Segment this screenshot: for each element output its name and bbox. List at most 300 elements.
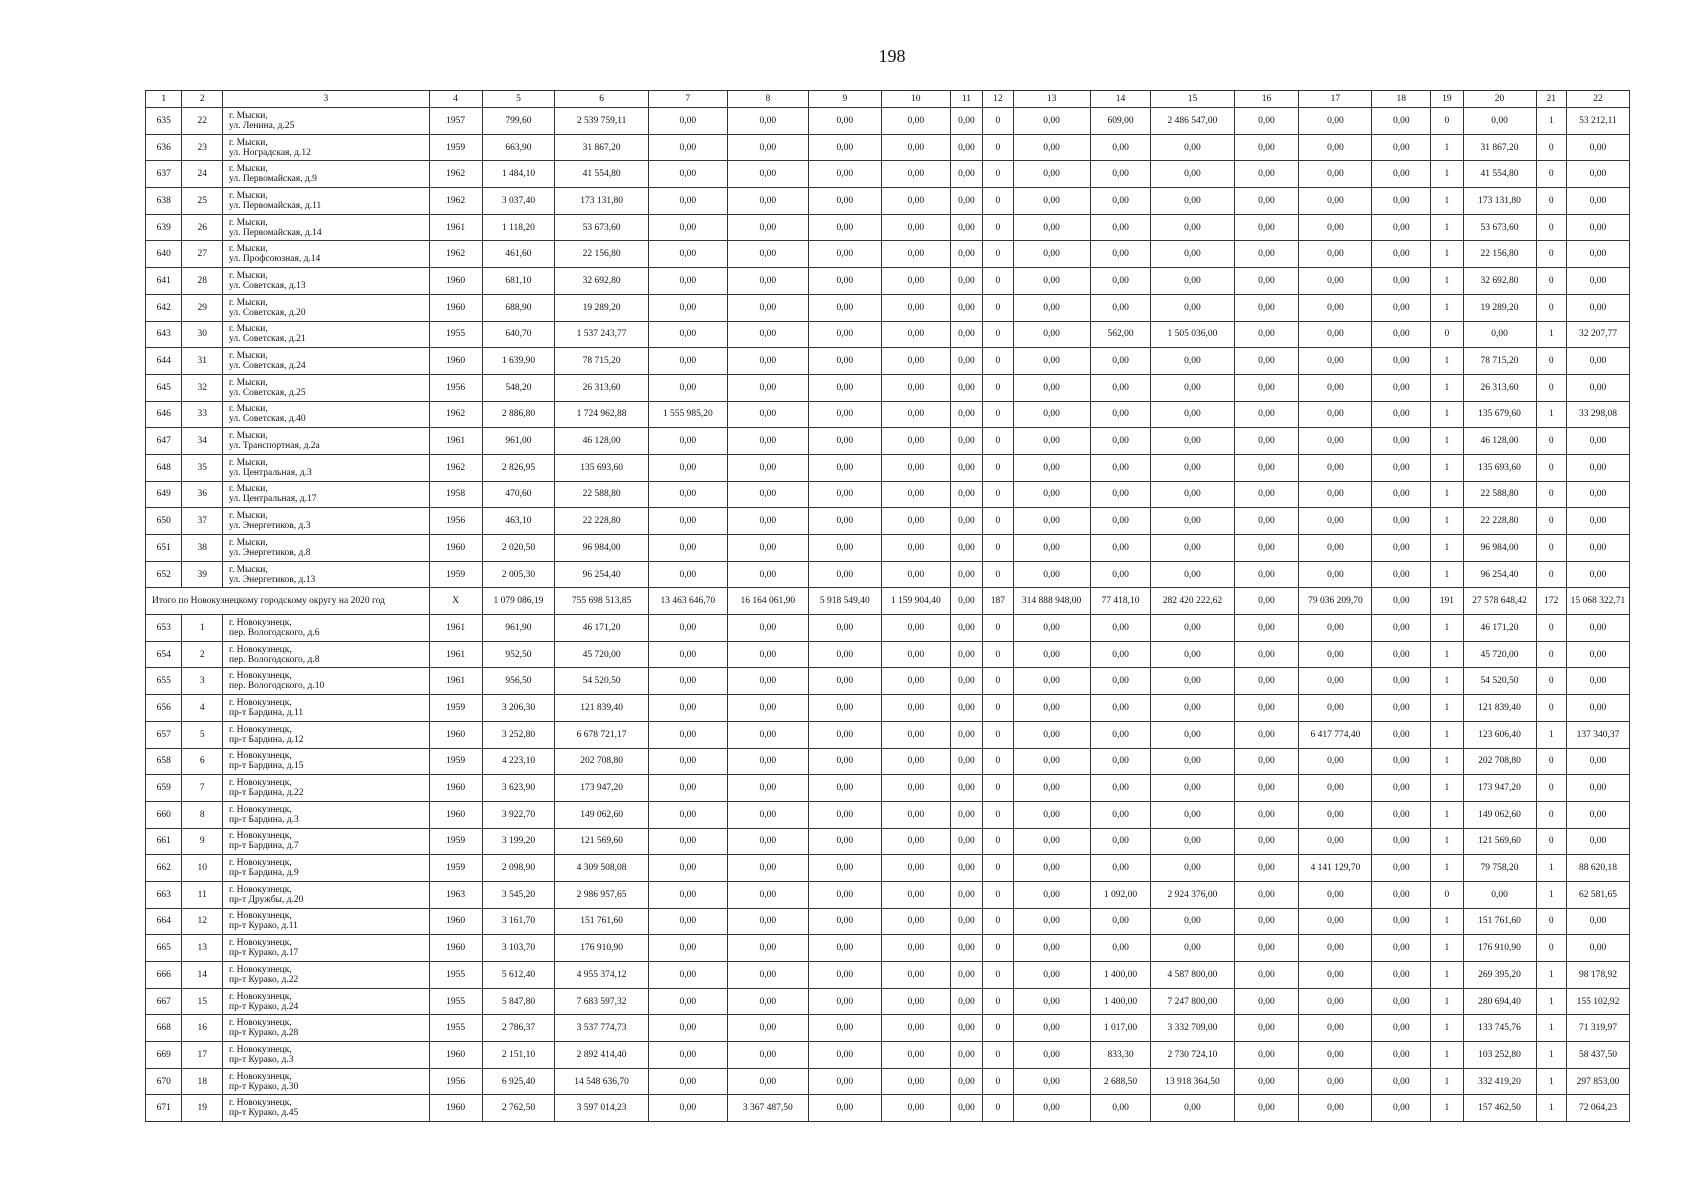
address-cell (223, 988, 430, 1015)
table-cell: 0,00 (1234, 241, 1299, 268)
table-cell: 1 400,00 (1090, 962, 1151, 989)
table-cell: 0,00 (1299, 641, 1372, 668)
table-cell: 0,00 (1151, 935, 1234, 962)
address-line: г. Новокузнецк, (229, 991, 292, 1002)
table-cell: 0,00 (950, 1042, 982, 1069)
table-cell: 0,00 (1151, 641, 1234, 668)
table-row (146, 855, 1630, 882)
address-cell (223, 1068, 430, 1095)
table-cell: 0,00 (1090, 908, 1151, 935)
table-cell: 643 (146, 321, 182, 348)
table-cell: 137 340,37 (1566, 721, 1629, 748)
table-row (146, 508, 1630, 535)
table-cell: 952,50 (482, 641, 555, 668)
table-cell: 157 462,50 (1463, 1095, 1536, 1122)
table-cell: 0,00 (1013, 775, 1090, 802)
table-cell: 1 (1536, 1042, 1566, 1069)
table-cell: 53 673,60 (1463, 214, 1536, 241)
table-cell: 2 892 414,40 (555, 1042, 648, 1069)
table-cell: 0,00 (727, 561, 808, 588)
table-cell: 0,00 (881, 161, 950, 188)
table-cell: 0 (983, 268, 1013, 295)
table-cell: 661 (146, 828, 182, 855)
table-cell: 22 156,80 (555, 241, 648, 268)
table-cell: 0,00 (1299, 962, 1372, 989)
table-cell: 28 (182, 268, 223, 295)
table-cell: 0 (983, 641, 1013, 668)
table-cell: 1 (1431, 161, 1463, 188)
total-cell: 16 164 061,90 (727, 588, 808, 615)
table-cell: 0,00 (1372, 348, 1431, 375)
table-cell: 2 826,95 (482, 454, 555, 481)
table-cell: 1 484,10 (482, 161, 555, 188)
table-cell: 0,00 (1372, 962, 1431, 989)
table-cell: 0,00 (1372, 1015, 1431, 1042)
table-cell: 0,00 (1013, 454, 1090, 481)
address-line: г. Мыски, (229, 137, 268, 148)
address-line: пр-т Курако, д.30 (229, 1081, 299, 1092)
table-cell: 0,00 (648, 668, 727, 695)
table-cell: 0,00 (1372, 481, 1431, 508)
table-cell: 1 (1431, 855, 1463, 882)
table-cell: 0,00 (648, 1042, 727, 1069)
table-cell: 0 (1536, 428, 1566, 455)
column-header: 14 (1090, 91, 1151, 108)
column-header: 1 (146, 91, 182, 108)
table-cell: 135 693,60 (1463, 454, 1536, 481)
table-cell: 0,00 (1013, 1095, 1090, 1122)
table-cell: 1961 (429, 668, 482, 695)
table-cell: 0,00 (950, 962, 982, 989)
table-cell: 1 (1536, 1095, 1566, 1122)
table-cell: 0,00 (648, 695, 727, 722)
table-cell: 45 720,00 (1463, 641, 1536, 668)
table-cell: 3 (182, 668, 223, 695)
table-cell: 0,00 (727, 374, 808, 401)
table-cell: 2 (182, 641, 223, 668)
table-cell: 0,00 (1299, 881, 1372, 908)
table-cell: 0,00 (727, 535, 808, 562)
table-cell: 0 (983, 454, 1013, 481)
address-line: г. Мыски, (229, 377, 268, 388)
table-cell: 0,00 (727, 348, 808, 375)
table-row (146, 348, 1630, 375)
table-cell: 0,00 (1372, 108, 1431, 135)
table-cell: 0,00 (727, 668, 808, 695)
table-cell: 2 151,10 (482, 1042, 555, 1069)
table-cell: 0,00 (881, 214, 950, 241)
table-cell: 0,00 (808, 134, 881, 161)
table-cell: 202 708,80 (555, 748, 648, 775)
table-cell: 0,00 (881, 428, 950, 455)
table-cell: 0 (983, 1095, 1013, 1122)
table-cell: 46 128,00 (555, 428, 648, 455)
table-cell: 0,00 (950, 401, 982, 428)
table-cell: 0,00 (648, 188, 727, 215)
table-cell: 0,00 (808, 881, 881, 908)
table-cell: 1961 (429, 214, 482, 241)
table-cell: 32 (182, 374, 223, 401)
total-cell: 15 068 322,71 (1566, 588, 1629, 615)
table-cell: 0,00 (1151, 161, 1234, 188)
table-cell: 636 (146, 134, 182, 161)
address-line: г. Мыски, (229, 244, 268, 255)
address-cell (223, 214, 430, 241)
table-cell: 0 (1536, 454, 1566, 481)
address-cell (223, 668, 430, 695)
table-cell: 1962 (429, 241, 482, 268)
table-cell: 2 020,50 (482, 535, 555, 562)
table-row (146, 134, 1630, 161)
table-cell: 0,00 (727, 775, 808, 802)
table-cell: 0,00 (1013, 1042, 1090, 1069)
table-cell: 0,00 (1013, 721, 1090, 748)
table-cell: 0,00 (1299, 801, 1372, 828)
table-cell: 3 332 709,00 (1151, 1015, 1234, 1042)
table-cell: 0,00 (1234, 134, 1299, 161)
table-cell: 0,00 (1013, 268, 1090, 295)
table-cell: 956,50 (482, 668, 555, 695)
total-cell: 0,00 (1234, 588, 1299, 615)
table-cell: 0,00 (1372, 401, 1431, 428)
table-cell: 0 (1536, 668, 1566, 695)
table-cell: 0,00 (1299, 535, 1372, 562)
table-cell: 799,60 (482, 108, 555, 135)
table-cell: 0,00 (648, 294, 727, 321)
table-cell: 6 417 774,40 (1299, 721, 1372, 748)
table-cell: 0 (1431, 321, 1463, 348)
table-cell: 0,00 (1234, 935, 1299, 962)
address-line: ул. Первомайская, д.14 (229, 227, 322, 238)
table-cell: 0,00 (1566, 268, 1629, 295)
table-cell: 3 103,70 (482, 935, 555, 962)
table-cell: 22 228,80 (555, 508, 648, 535)
table-cell: 0,00 (1372, 1068, 1431, 1095)
table-cell: 0,00 (1372, 535, 1431, 562)
table-cell: 1 (1431, 241, 1463, 268)
table-cell: 0 (1536, 481, 1566, 508)
table-cell: 0,00 (1090, 188, 1151, 215)
table-cell: 0,00 (1299, 668, 1372, 695)
table-cell: 135 693,60 (555, 454, 648, 481)
address-line: ул. Центральная, д.3 (229, 467, 312, 478)
table-cell: 0,00 (808, 935, 881, 962)
address-line: г. Новокузнецк, (229, 724, 292, 735)
table-cell: 31 (182, 348, 223, 375)
table-row (146, 535, 1630, 562)
table-cell: 1958 (429, 481, 482, 508)
table-cell: 660 (146, 801, 182, 828)
address-line: ул. Советская, д.25 (229, 387, 306, 398)
table-cell: 0,00 (727, 214, 808, 241)
address-cell (223, 1042, 430, 1069)
table-cell: 0 (1536, 508, 1566, 535)
table-cell: 670 (146, 1068, 182, 1095)
table-cell: 0,00 (1090, 748, 1151, 775)
table-cell: 78 715,20 (555, 348, 648, 375)
table-cell: 5 612,40 (482, 962, 555, 989)
table-cell: 155 102,92 (1566, 988, 1629, 1015)
table-row (146, 454, 1630, 481)
table-cell: 562,00 (1090, 321, 1151, 348)
table-cell: 0,00 (648, 1068, 727, 1095)
table-cell: 1 (1536, 855, 1566, 882)
table-cell: 19 289,20 (555, 294, 648, 321)
table-cell: 1 (1431, 535, 1463, 562)
table-cell: 0,00 (1151, 855, 1234, 882)
table-cell: 0,00 (648, 214, 727, 241)
address-line: г. Новокузнецк, (229, 751, 292, 762)
table-cell: 0,00 (1299, 1015, 1372, 1042)
table-cell: 0,00 (1299, 935, 1372, 962)
table-cell: 27 (182, 241, 223, 268)
table-cell: 1 017,00 (1090, 1015, 1151, 1042)
table-cell: 0,00 (1234, 801, 1299, 828)
table-cell: 6 925,40 (482, 1068, 555, 1095)
address-line: пр-т Бардина, д.12 (229, 734, 304, 745)
table-cell: 173 947,20 (555, 775, 648, 802)
table-cell: 12 (182, 908, 223, 935)
table-cell: 79 758,20 (1463, 855, 1536, 882)
table-cell: 0,00 (881, 561, 950, 588)
table-cell: 671 (146, 1095, 182, 1122)
table-cell: 0,00 (950, 1095, 982, 1122)
table-cell: 0 (983, 721, 1013, 748)
table-cell: 0 (983, 294, 1013, 321)
table-cell: 1 (1431, 268, 1463, 295)
address-cell (223, 615, 430, 642)
table-cell: 149 062,60 (1463, 801, 1536, 828)
address-line: г. Мыски, (229, 511, 268, 522)
address-cell (223, 775, 430, 802)
address-line: ул. Профсоюзная, д.14 (229, 254, 321, 265)
address-cell (223, 695, 430, 722)
table-cell: 31 867,20 (555, 134, 648, 161)
table-row (146, 908, 1630, 935)
table-cell: 0,00 (1151, 401, 1234, 428)
table-cell: 0,00 (727, 241, 808, 268)
table-cell: 2 924 376,00 (1151, 881, 1234, 908)
table-cell: 0,00 (950, 988, 982, 1015)
table-cell: 1 (1431, 401, 1463, 428)
address-cell (223, 641, 430, 668)
table-cell: 0,00 (1234, 748, 1299, 775)
table-cell: 37 (182, 508, 223, 535)
column-header: 12 (983, 91, 1013, 108)
table-cell: 0,00 (1372, 1042, 1431, 1069)
table-cell: 0,00 (881, 348, 950, 375)
table-cell: 32 207,77 (1566, 321, 1629, 348)
table-cell: 35 (182, 454, 223, 481)
table-cell: 0,00 (1090, 535, 1151, 562)
table-cell: 0 (1536, 294, 1566, 321)
table-cell: 0 (1536, 535, 1566, 562)
table-cell: 98 178,92 (1566, 962, 1629, 989)
table-cell: 1959 (429, 828, 482, 855)
address-line: г. Новокузнецк, (229, 804, 292, 815)
table-cell: 0,00 (1299, 214, 1372, 241)
table-cell: 0,00 (950, 881, 982, 908)
table-cell: 0,00 (881, 241, 950, 268)
table-cell: 0,00 (1234, 374, 1299, 401)
table-cell: 0,00 (950, 481, 982, 508)
table-cell: 39 (182, 561, 223, 588)
table-cell: 644 (146, 348, 182, 375)
address-cell (223, 454, 430, 481)
table-cell: 0 (983, 908, 1013, 935)
table-cell: 0,00 (1299, 294, 1372, 321)
table-cell: 1 639,90 (482, 348, 555, 375)
table-cell: 0,00 (1013, 828, 1090, 855)
table-cell: 0,00 (1090, 241, 1151, 268)
table-cell: 18 (182, 1068, 223, 1095)
table-cell: 96 984,00 (1463, 535, 1536, 562)
table-cell: 0,00 (881, 374, 950, 401)
table-cell: 0,00 (1299, 615, 1372, 642)
total-cell: 77 418,10 (1090, 588, 1151, 615)
table-cell: 0,00 (1013, 374, 1090, 401)
table-cell: 0,00 (1090, 561, 1151, 588)
table-cell: 0,00 (648, 535, 727, 562)
table-cell: 36 (182, 481, 223, 508)
table-cell: 1 (1536, 108, 1566, 135)
table-row (146, 668, 1630, 695)
table-cell: 0,00 (808, 161, 881, 188)
table-cell: 1 (1431, 775, 1463, 802)
table-row (146, 401, 1630, 428)
table-cell: 0,00 (950, 775, 982, 802)
table-cell: 0,00 (727, 161, 808, 188)
table-cell: 1963 (429, 881, 482, 908)
table-cell: 1955 (429, 988, 482, 1015)
table-cell: 0,00 (808, 268, 881, 295)
table-cell: 0 (1536, 134, 1566, 161)
table-cell: 0,00 (950, 214, 982, 241)
table-cell: 0,00 (881, 454, 950, 481)
table-cell: 0,00 (727, 188, 808, 215)
table-cell: 0,00 (1234, 855, 1299, 882)
table-cell: 0,00 (1372, 428, 1431, 455)
table-cell: 1 (1431, 481, 1463, 508)
table-cell: 0,00 (808, 535, 881, 562)
table-cell: 4 223,10 (482, 748, 555, 775)
table-cell: 833,30 (1090, 1042, 1151, 1069)
address-line: ул. Советская, д.20 (229, 307, 306, 318)
address-cell (223, 401, 430, 428)
table-cell: 0,00 (1090, 855, 1151, 882)
table-cell: 0 (1536, 801, 1566, 828)
table-cell: 3 199,20 (482, 828, 555, 855)
table-cell: 45 720,00 (555, 641, 648, 668)
table-cell: 0,00 (1013, 214, 1090, 241)
table-cell: 0,00 (1566, 828, 1629, 855)
address-line: г. Мыски, (229, 404, 268, 415)
table-cell: 0,00 (1013, 988, 1090, 1015)
table-row (146, 294, 1630, 321)
table-cell: 663 (146, 881, 182, 908)
table-cell: 2 098,90 (482, 855, 555, 882)
table-row (146, 1068, 1630, 1095)
table-header (146, 91, 1630, 108)
table-cell: 297 853,00 (1566, 1068, 1629, 1095)
address-line: пр-т Бардина, д.15 (229, 761, 304, 772)
column-header: 5 (482, 91, 555, 108)
table-cell: 0,00 (727, 401, 808, 428)
table-cell: 0,00 (950, 108, 982, 135)
table-cell: 0,00 (881, 695, 950, 722)
table-cell: 0,00 (1013, 935, 1090, 962)
address-cell (223, 134, 430, 161)
address-line: пр-т Курако, д.3 (229, 1054, 294, 1065)
table-cell: 0,00 (1372, 1095, 1431, 1122)
table-cell: 0 (983, 428, 1013, 455)
address-line: г. Мыски, (229, 484, 268, 495)
address-cell (223, 721, 430, 748)
table-cell: 1 (1431, 641, 1463, 668)
table-cell: 0 (983, 1068, 1013, 1095)
table-cell: 0,00 (648, 801, 727, 828)
table-cell: 0,00 (1372, 828, 1431, 855)
table-cell: 1 (1431, 828, 1463, 855)
table-cell: 645 (146, 374, 182, 401)
table-cell: 0 (983, 881, 1013, 908)
table-cell: 658 (146, 748, 182, 775)
table-cell: 0,00 (1013, 481, 1090, 508)
table-cell: 0 (983, 108, 1013, 135)
table-cell: 0,00 (1090, 935, 1151, 962)
table-cell: 1 092,00 (1090, 881, 1151, 908)
table-cell: 0,00 (808, 188, 881, 215)
table-cell: 1960 (429, 535, 482, 562)
address-line: ул. Энергетиков, д.13 (229, 574, 316, 585)
column-header: 18 (1372, 91, 1431, 108)
table-cell: 0,00 (648, 321, 727, 348)
table-cell: 0,00 (808, 801, 881, 828)
table-cell: 0,00 (1372, 988, 1431, 1015)
table-cell: 0,00 (808, 454, 881, 481)
address-line: пр-т Дружбы, д.20 (229, 894, 304, 905)
address-line: ул. Советская, д.40 (229, 414, 306, 425)
table-cell: 0,00 (1090, 641, 1151, 668)
table-cell: 121 839,40 (1463, 695, 1536, 722)
table-cell: 0,00 (1372, 641, 1431, 668)
table-cell: 0,00 (808, 508, 881, 535)
total-cell: 191 (1431, 588, 1463, 615)
table-cell: 0,00 (1372, 615, 1431, 642)
table-cell: 0 (1536, 775, 1566, 802)
data-table-container (145, 90, 1630, 1122)
column-header: 11 (950, 91, 982, 108)
address-line: ул. Первомайская, д.11 (229, 200, 322, 211)
table-cell: 0,00 (1151, 1095, 1234, 1122)
table-cell: 0,00 (648, 828, 727, 855)
table-cell: 0,00 (950, 561, 982, 588)
table-cell: 151 761,60 (1463, 908, 1536, 935)
table-cell: 0,00 (648, 481, 727, 508)
table-cell: 0,00 (1151, 214, 1234, 241)
address-line: г. Мыски, (229, 351, 268, 362)
address-cell (223, 108, 430, 135)
table-cell: 1 (1431, 908, 1463, 935)
table-cell: 1 (1431, 721, 1463, 748)
table-cell: 0 (983, 241, 1013, 268)
table-cell: 0,00 (1566, 668, 1629, 695)
table-cell: 17 (182, 1042, 223, 1069)
total-cell: 1 159 904,40 (881, 588, 950, 615)
table-cell: 33 (182, 401, 223, 428)
table-cell: 0,00 (808, 481, 881, 508)
table-cell: 0 (983, 668, 1013, 695)
